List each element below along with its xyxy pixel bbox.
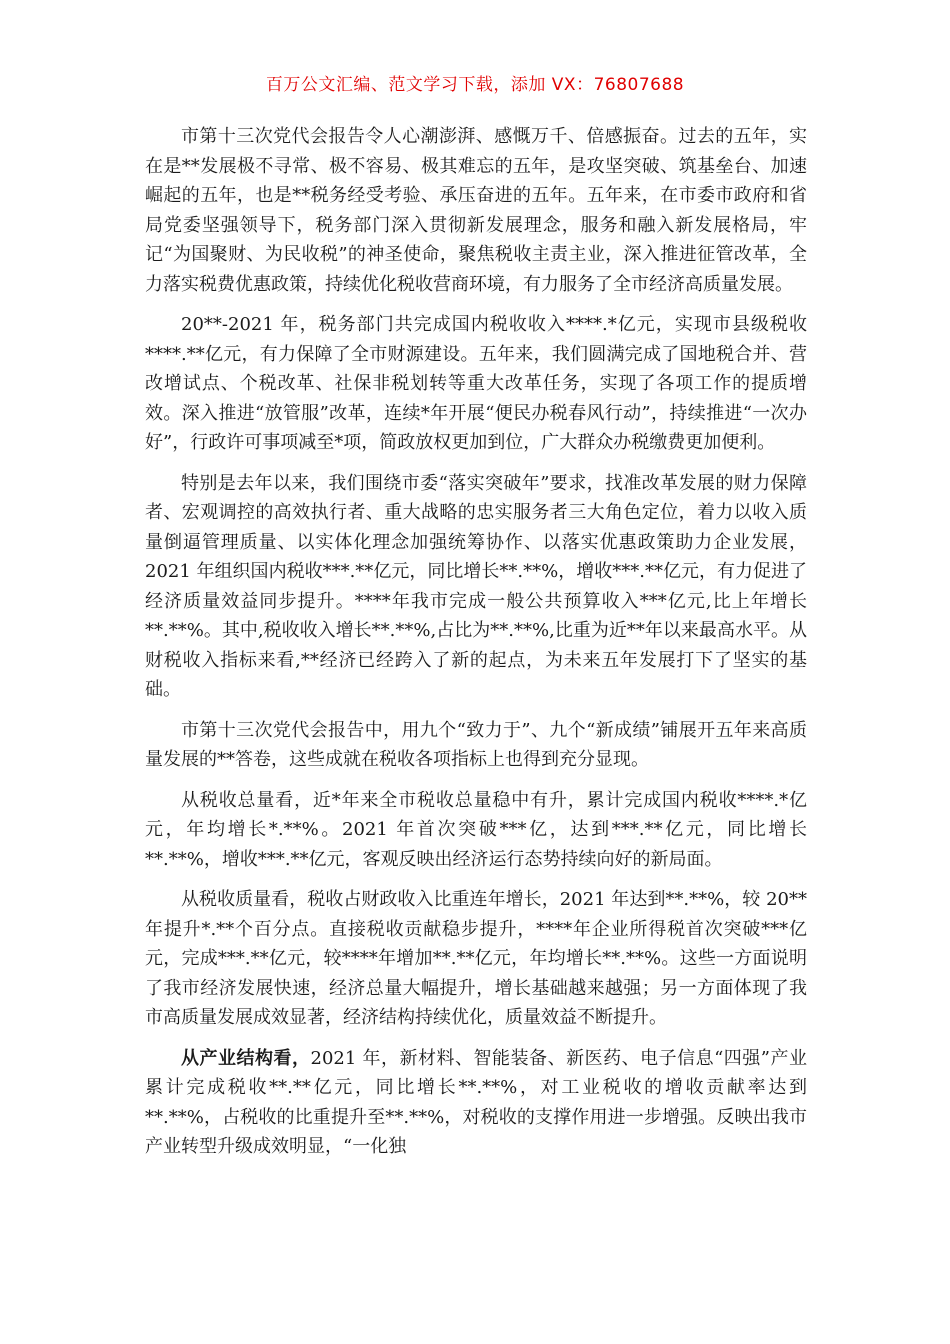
header-watermark-text: 百万公文汇编、范文学习下载，添加 VX：76807688	[265, 75, 685, 95]
paragraph-3	[145, 469, 807, 705]
paragraph-6	[145, 885, 807, 1033]
paragraph-text: 从税收质量看，税收占财政收入比重连年增长，2021 年达到**.**%，较 20**年提升*.**个百分点。直接税收贡献稳步提升，****年企业所得税首次突破***亿元，完成***.**亿元，较****年增加**.**亿元，年均增长**.**%。这些一方面说明了我市经济发展快速，经济总量大幅提升，增长基础越来越强；另一方面体现了我市高质量发展成效显著，经济结构持续优化，质量效益不断提升。	[145, 889, 807, 1028]
paragraph-2	[145, 310, 807, 458]
paragraph-text: 市第十三次党代会报告中，用九个“致力于”、九个“新成绩”铺展开五年来高质量发展的**答卷，这些成就在税收各项指标上也得到充分显现。	[145, 719, 807, 770]
paragraph-text: 特别是去年以来，我们围绕市委“落实突破年”要求，找准改革发展的财力保障者、宏观调控的高效执行者、重大战略的忠实服务者三大角色定位，着力以收入质量倒逼管理质量、以实体化理念加强统筹协作、以落实优惠政策助力企业发展，2021 年组织国内税收***.**亿元，同比增长**.**%，增收***.**亿元，有力促进了经济质量效益同步提升。****年我市完成一般公共预算收入***亿元,比上年增长**.**%。其中,税收收入增长**.**%,占比为**.**%,比重为近**年以来最高水平。从财税收入指标来看,**经济已经跨入了新的起点，为未来五年发展打下了坚实的基础。	[145, 472, 807, 700]
paragraph-7	[145, 1044, 807, 1162]
paragraph-text: 20**-2021 年，税务部门共完成国内税收收入****.*亿元，实现市县级税收****.**亿元，有力保障了全市财源建设。五年来，我们圆满完成了国地税合并、营改增试点、个税改革、社保非税划转等重大改革任务，实现了各项工作的提质增效。深入推进“放管服”改革，连续*年开展“便民办税春风行动”，持续推进“一次办好”，行政许可事项减至*项，简政放权更加到位，广大群众办税缴费更加便利。	[145, 314, 807, 453]
paragraph-4	[145, 716, 807, 775]
paragraph-5	[145, 786, 807, 875]
paragraph-text: 从税收总量看，近*年来全市税收总量稳中有升，累计完成国内税收****.*亿元，年均增长*.**%。2021 年首次突破***亿，达到***.**亿元，同比增长**.**%，增收***.**亿元，客观反映出经济运行态势持续向好的新局面。	[145, 789, 807, 870]
document-body	[145, 122, 807, 1173]
paragraph-1	[145, 122, 807, 299]
paragraph-text: 2021 年，新材料、智能装备、新医药、电子信息“四强”产业累计完成税收**.**亿元，同比增长**.**%，对工业税收的增收贡献率达到**.**%，占税收的比重提升至**.**%，对税收的支撑作用进一步增强。反映出我市产业转型升级成效明显，“一化独	[145, 1047, 807, 1157]
paragraph-text: 市第十三次党代会报告令人心潮澎湃、感慨万千、倍感振奋。过去的五年，实在是**发展极不寻常、极不容易、极其难忘的五年，是攻坚突破、筑基垒台、加速崛起的五年，也是**税务经受考验、承压奋进的五年。五年来，在市委市政府和省局党委坚强领导下，税务部门深入贯彻新发展理念，服务和融入新发展格局，牢记“为国聚财、为民收税”的神圣使命，聚焦税收主责主业，深入推进征管改革，全力落实税费优惠政策，持续优化税收营商环境，有力服务了全市经济高质量发展。	[145, 126, 807, 295]
paragraph-lead: 从产业结构看，	[181, 1047, 311, 1069]
